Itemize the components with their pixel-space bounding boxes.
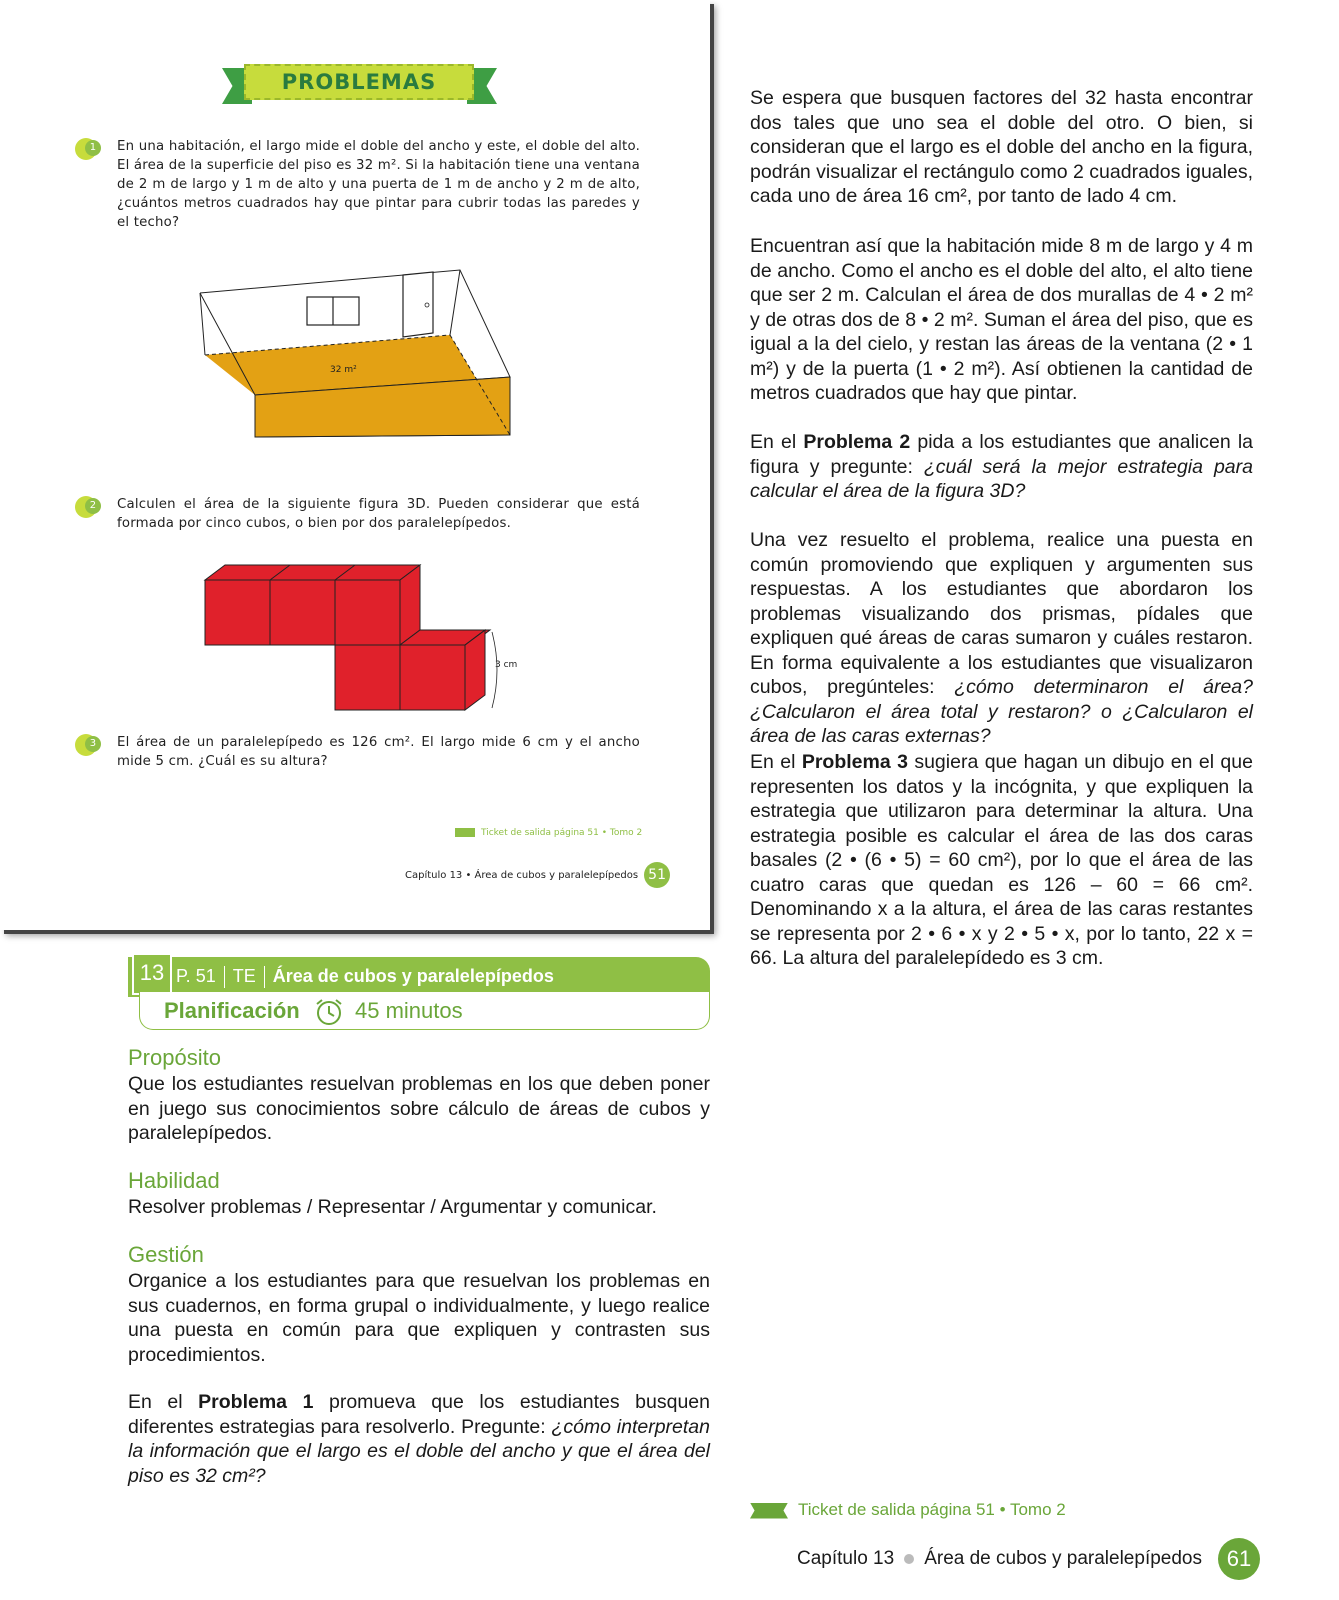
footer-title: Área de cubos y paralelepípedos [924, 1548, 1202, 1570]
ticket-icon [455, 828, 475, 837]
page-footer [797, 1538, 1260, 1580]
problem-number-badge: 2 [75, 496, 97, 518]
student-page [0, 0, 710, 930]
section-heading-gestion: Gestión [128, 1242, 204, 1267]
banner-band [244, 64, 474, 100]
cube [335, 645, 400, 710]
page-number: 61 [1218, 1538, 1260, 1580]
lesson-title: Área de cubos y paralelepípedos [272, 966, 554, 986]
cubes-figure [200, 560, 530, 720]
cube-edge-label: 3 cm [495, 660, 518, 670]
floor-area-label: 32 m² [330, 365, 357, 375]
problema-1-paragraph: En el Problema 1 promueva que los estudiantes busquen diferentes estrategias para resolverlo. Pregunte: ¿cómo interpretan la información que el largo es el doble del ancho y que el área del piso es 32 cm²? [128, 1391, 710, 1487]
student-footer: Capítulo 13 • Área de cubos y paralelepípedos 51 [405, 862, 670, 888]
right-paragraph-4: Una vez resuelto el problema, realice una puesta en común promoviendo que expliquen y argumenten sus respuestas. A los estudiantes que abordaron los problemas visualizando dos prismas, pídales que expliquen qué áreas de caras sumaron y cuáles restaron. En forma equivalente a los estudiantes que visualizaron cubos, pregúnteles: ¿cómo determinaron el área? ¿Calcularon el área total y restaron? o ¿Calcularon el área de las caras externas? [750, 529, 1253, 747]
cube-stack [205, 565, 490, 710]
alarm-clock-icon [314, 997, 344, 1027]
habilidad-text: Resolver problemas / Representar / Argumentar y comunicar. [128, 1196, 657, 1218]
problem-text: Calculen el área de la siguiente figura 3D. Pueden considerar que está formada por cinco cubos, o bien por dos paralelepípedos. [117, 497, 640, 531]
room-figure [195, 265, 520, 445]
problem-3 [75, 733, 640, 771]
exit-ticket: Ticket de salida página 51 • Tomo 2 [750, 1500, 1066, 1520]
cube [205, 580, 270, 645]
problem-2 [75, 495, 640, 533]
right-paragraph-3: En el Problema 2 pida a los estudiantes que analicen la figura y pregunte: ¿cuál será la mejor estrategia para calcular el área de la figura 3D? [750, 431, 1254, 502]
problem-text: El área de un paralelepípedo es 126 cm². El largo mide 6 cm y el ancho mide 5 cm. ¿Cuál es su altura? [117, 735, 640, 769]
problems-banner [222, 58, 497, 110]
proposito-text: Que los estudiantes resuelvan problemas en los que deben poner en juego sus conocimientos sobre cálculo de áreas de cubos y paralelepípedos. [128, 1073, 710, 1144]
chapter-badge: 13 [132, 953, 172, 995]
ticket-icon [750, 1503, 788, 1519]
section-heading-habilidad: Habilidad [128, 1168, 220, 1193]
banner-title: PROBLEMAS [281, 70, 437, 94]
student-ticket: Ticket de salida página 51 • Tomo 2 [455, 828, 642, 838]
section-heading-proposito: Propósito [128, 1045, 221, 1070]
cube [400, 645, 465, 710]
bullet-dot [904, 1554, 914, 1564]
cube [335, 580, 400, 645]
lesson-meta: P. 51 TE Área de cubos y paralelepípedos [176, 963, 554, 989]
gestion-text: Organice a los estudiantes para que resuelvan los problemas en sus cuadernos, en forma grupal o individualmente, y luego realice una puesta en común para que expliquen y contrasten sus procedimientos. [128, 1270, 710, 1366]
lesson-header [128, 957, 710, 997]
problem-text: En una habitación, el largo mide el doble del ancho y este, el doble del alto. El área de la superficie del piso es 32 m². Si la habitación tiene una ventana de 2 m de largo y 1 m de alto y una puerta de 1 m de ancho y 2 m de alto, ¿cuántos metros cuadrados hay que pintar para cubrir todas las paredes y el techo? [117, 139, 640, 230]
door-icon [403, 272, 433, 337]
footer-chapter: Capítulo 13 [797, 1548, 895, 1570]
problem-number-badge: 3 [75, 734, 97, 756]
student-page-number: 51 [644, 862, 670, 888]
right-paragraph-2: Encuentran así que la habitación mide 8 m de largo y 4 m de ancho. Como el ancho es el doble del alto, el alto tiene que ser 2 m. Calculan el área de dos murallas de 4 • 2 m² y de otras dos de 8 • 2 m². Suman el área del piso, que es igual a la del cielo, y restan las áreas de la ventana (2 • 1 m²) y de la puerta (1 • 2 m²). Así obtienen la cantidad de metros cuadrados que hay que pintar. [750, 235, 1253, 404]
planning-label: Planificación [164, 998, 300, 1023]
problem-1 [75, 137, 640, 232]
right-paragraph-1: Se espera que busquen factores del 32 hasta encontrar dos tales que uno sea el doble del otro. O bien, si consideran que el largo es el doble del ancho en la figura, podrán visualizar el rectángulo como 2 cuadrados iguales, cada uno de área 16 cm², por tanto de lado 4 cm. [750, 87, 1253, 207]
duration: 45 minutos [355, 998, 463, 1023]
problem-number-badge: 1 [75, 138, 97, 160]
planning-bar [139, 992, 710, 1030]
right-paragraph-5: En el Problema 3 sugiera que hagan un dibujo en el que representen los datos y la incógnita, y que expliquen la estrategia que utilizaron para determinar la altura. Una estrategia posible es calcular el área de las dos caras basales (2 • (6 • 5) = 60 cm²), por lo que el área de las cuatro caras que quedan es 126 – 60 = 66 cm². Denominando x a la altura, el área de las caras restantes se representa por 2 • 6 • x y 2 • 5 • x, por lo tanto, 22 x = 66. La altura del paralelepídedo es 3 cm. [750, 751, 1253, 969]
cube [270, 580, 335, 645]
